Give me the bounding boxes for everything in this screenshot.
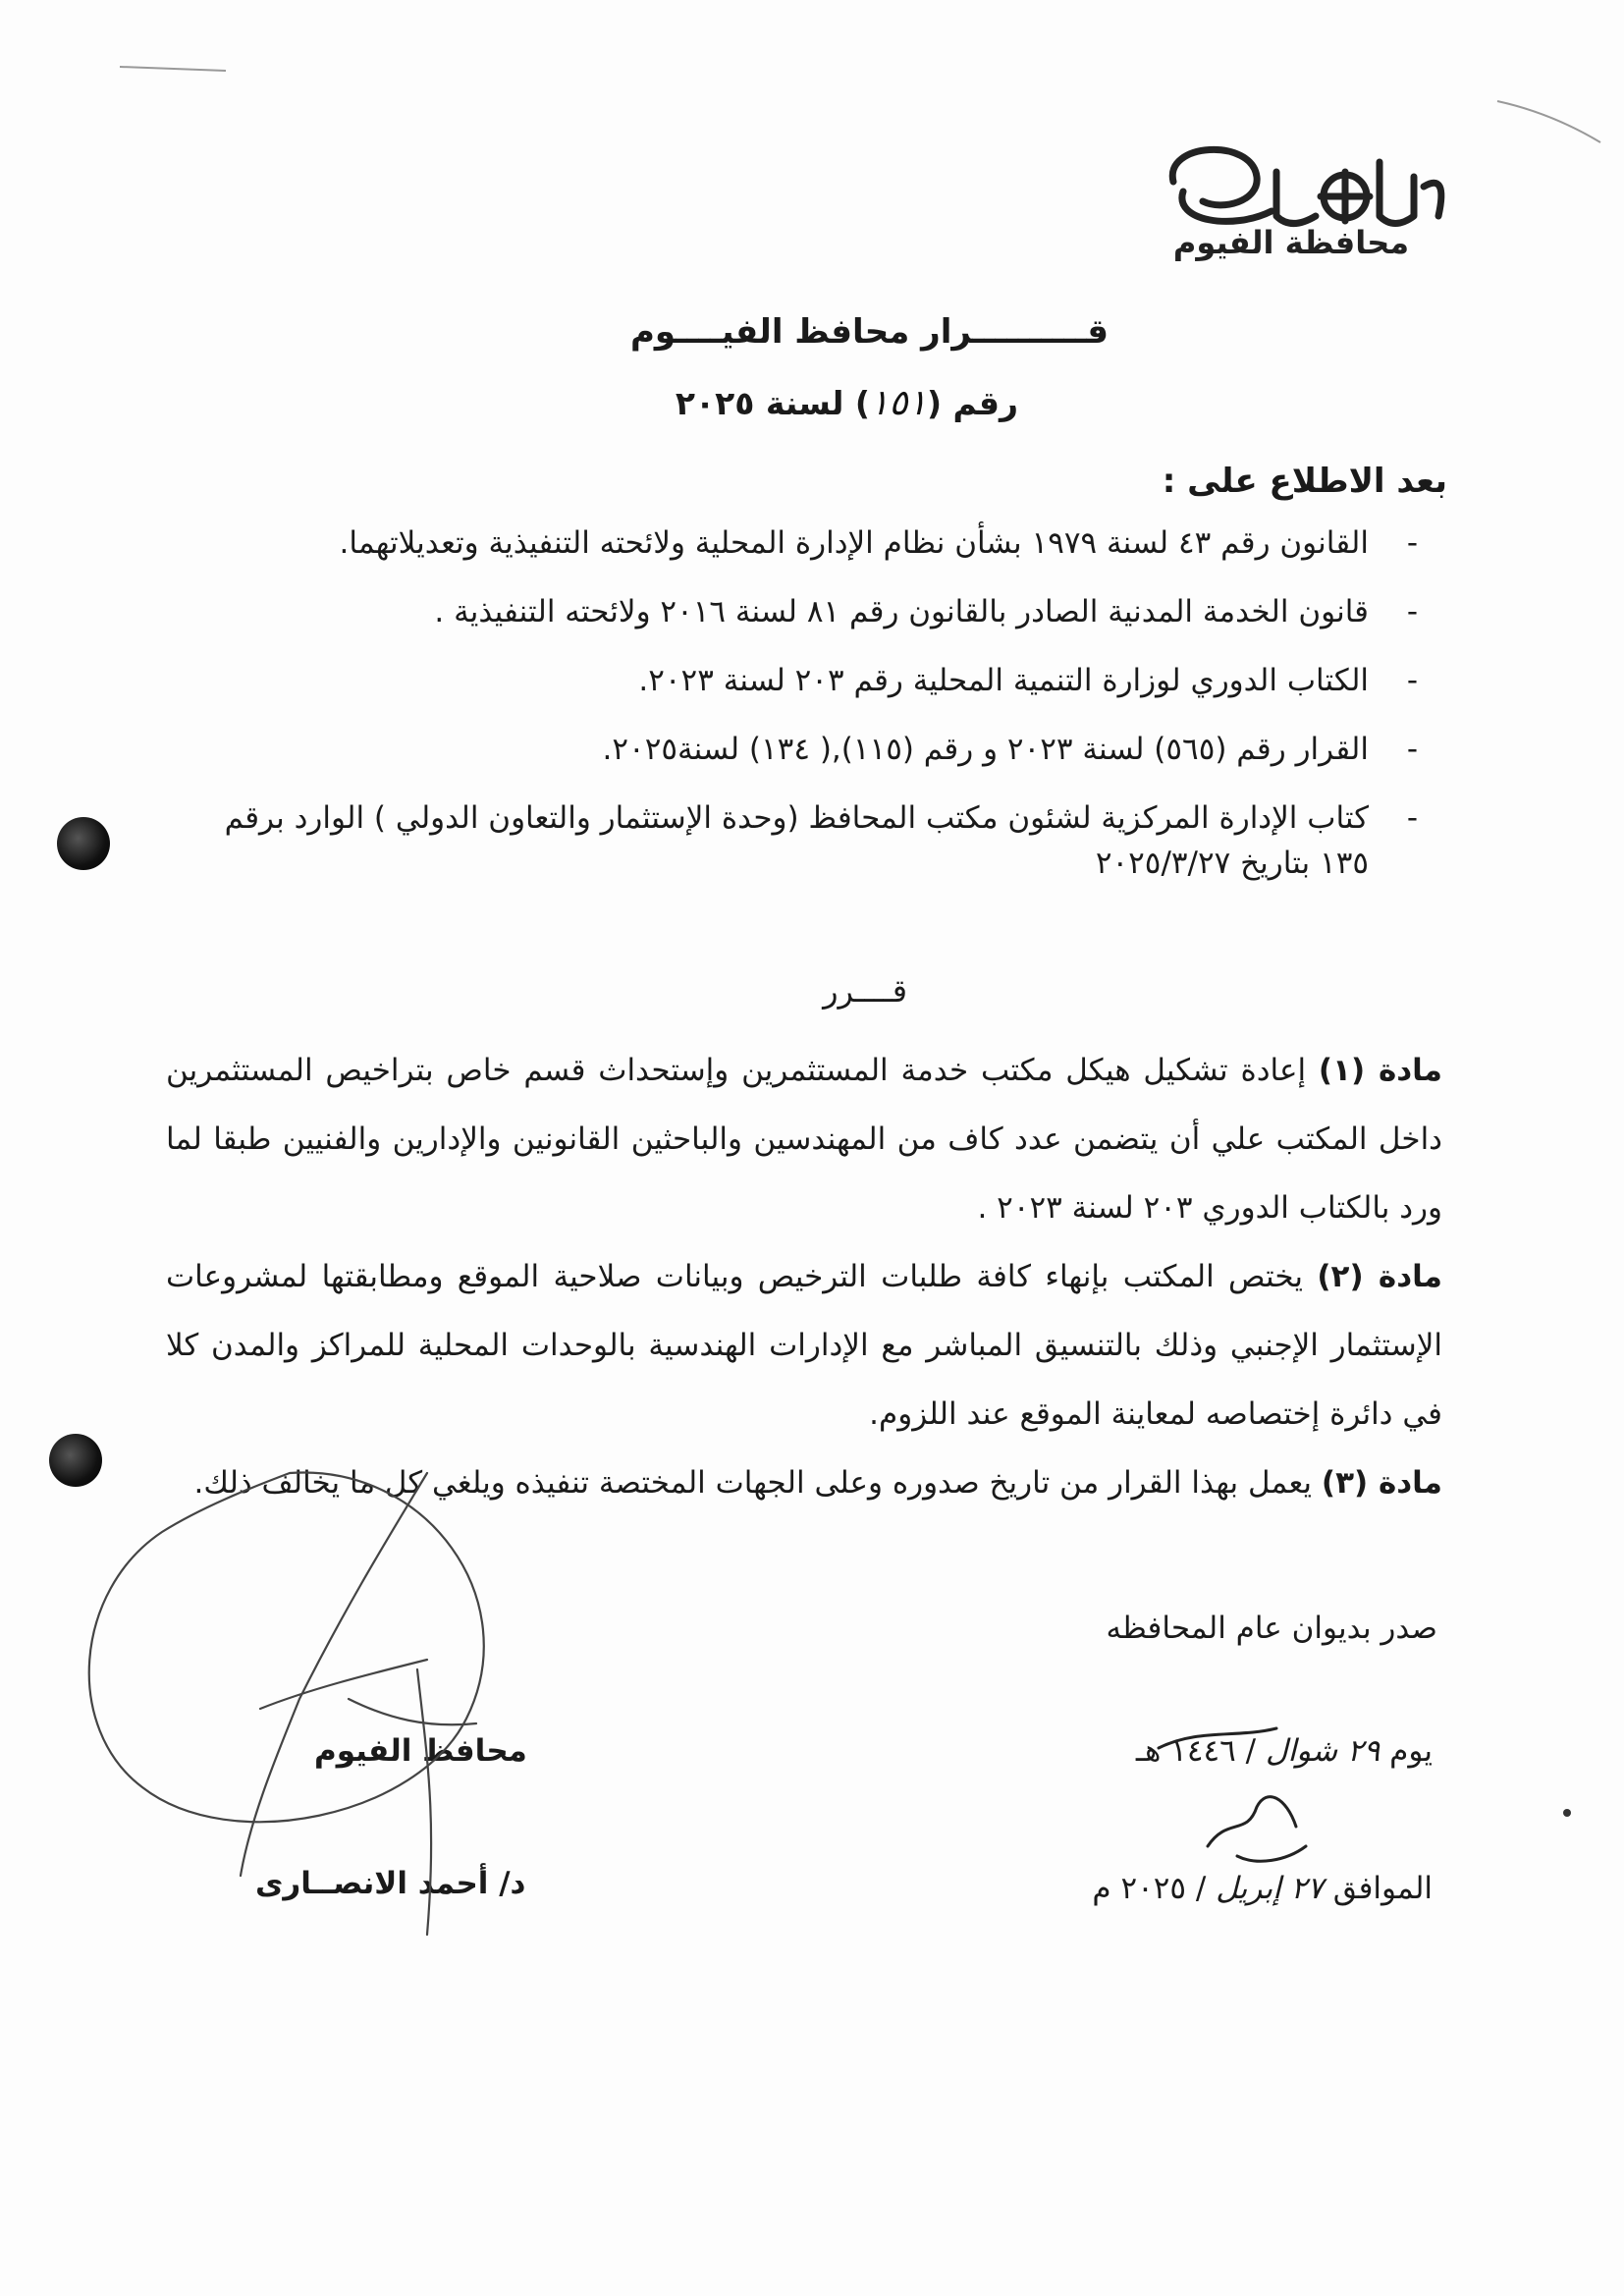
scan-mark (1492, 93, 1610, 152)
signatory-title: محافظ الفيوم (314, 1733, 527, 1769)
issued-at: صدر بديوان عام المحافظه (1106, 1611, 1437, 1646)
article-1 (166, 1036, 1442, 1242)
decree-number-prefix: رقم ( (926, 384, 1018, 422)
hijri-handwritten: ٢٩ شوال (1266, 1733, 1380, 1769)
hijri-prefix: يوم (1389, 1733, 1433, 1769)
handwritten-date-marks (1100, 1699, 1355, 1905)
reference-item: - الكتاب الدوري لوزارة التنمية المحلية رقم ٢٠٣ لسنة ٢٠٢٣. (638, 663, 1418, 698)
article-label: مادة (١) (1318, 1053, 1442, 1088)
references-list (190, 520, 1418, 909)
preamble-heading: بعد الاطلاع على : (1162, 462, 1447, 501)
articles-section (166, 1036, 1442, 1517)
article-text: إعادة تشكيل هيكل مكتب خدمة المستثمرين وإستحداث قسم خاص بتراخيص المستثمرين داخل المكتب علي أن يتضمن عدد كاف من المهندسين والباحثين القانونين والإدارين والفنيين طبقا لما ورد بالكتاب الدوري ٢٠٣ لسنة ٢٠٢٣ . (166, 1053, 1442, 1226)
reference-item: - القرار رقم (٥٦٥) لسنة ٢٠٢٣ و رقم (١١٥),( ١٣٤) لسنة٢٠٢٥. (602, 732, 1418, 767)
article-text: يعمل بهذا القرار من تاريخ صدوره وعلى الجهات المختصة تنفيذه ويلغي كل ما يخالف ذلك. (193, 1465, 1313, 1501)
logo-caption: محافظة الفيوم (1172, 224, 1410, 261)
punch-hole-top (57, 817, 110, 870)
reference-item: - قانون الخدمة المدنية الصادر بالقانون رقم ٨١ لسنة ٢٠١٦ ولائحته التنفيذية . (434, 594, 1418, 629)
greg-suffix: / ٢٠٢٥ م (1092, 1871, 1207, 1906)
greg-prefix: الموافق (1332, 1871, 1433, 1906)
ink-dot (1561, 1807, 1573, 1819)
decree-number (676, 383, 1018, 423)
article-label: مادة (٢) (1317, 1259, 1442, 1294)
decree-heading: قــــرر (823, 972, 907, 1010)
hijri-suffix: / ١٤٤٦ هـ (1135, 1733, 1257, 1769)
article-2 (166, 1242, 1442, 1449)
scan-mark (118, 59, 236, 79)
reference-item: - القانون رقم ٤٣ لسنة ١٩٧٩ بشأن نظام الإدارة المحلية ولائحته التنفيذية وتعديلاتهما. (339, 525, 1418, 561)
article-text: يختص المكتب بإنهاء كافة طلبات الترخيص وبيانات صلاحية الموقع ومطابقتها لمشروعات الإستثمار الإجنبي وذلك بالتنسيق المباشر مع الإدارات الهندسية بالوحدات المحلية للمراكز والمدن كلا في دائرة إختصاصه لمعاينة الموقع عند اللزوم. (166, 1259, 1442, 1432)
signatory-name: د/ أحمد الانصــارى (255, 1866, 526, 1901)
decree-title: قــــــــــرار محافظ الفيــــوم (629, 312, 1109, 352)
reference-item: - كتاب الإدارة المركزية لشئون مكتب المحافظ (وحدة الإستثمار والتعاون الدولي ) الوارد برقم ١٣٥ بتاريخ ٢٠٢٥/٣/٢٧ (224, 800, 1418, 881)
article-label: مادة (٣) (1321, 1465, 1442, 1501)
handwritten-signature (54, 1463, 506, 1964)
decree-number-suffix: ) لسنة ٢٠٢٥ (675, 384, 870, 422)
greg-handwritten: ٢٧ إبريل (1216, 1871, 1324, 1906)
decree-number-handwritten: ١٥١ (869, 383, 927, 423)
